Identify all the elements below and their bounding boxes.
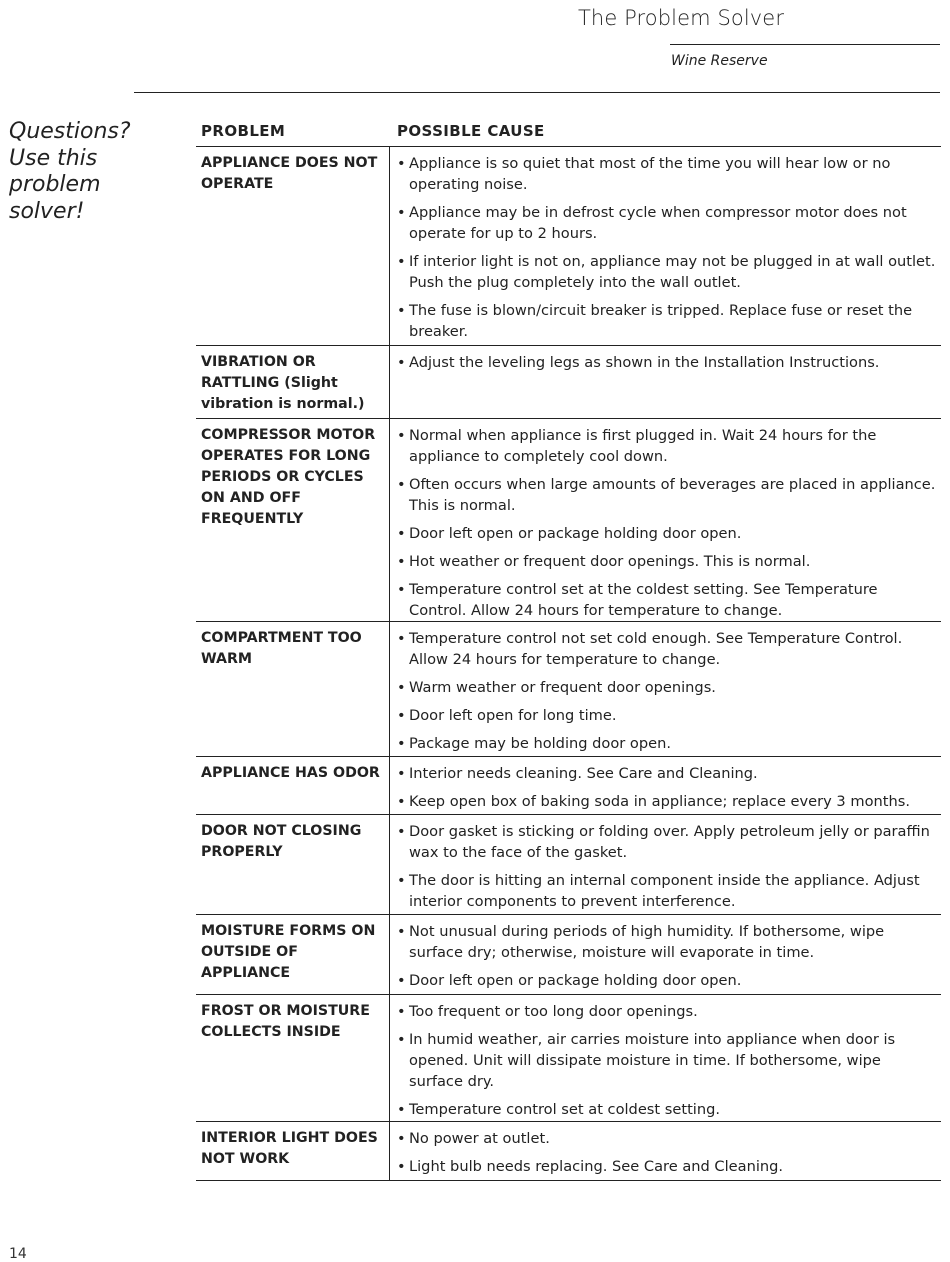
list-item: • Often occurs when large amounts of beverages are placed in appliance. This is normal. bbox=[397, 474, 939, 516]
cause-cell bbox=[390, 1122, 941, 1180]
list-item: • Door left open for long time. bbox=[397, 705, 939, 726]
problem-cell: INTERIOR LIGHT DOES NOT WORK bbox=[196, 1122, 390, 1180]
table-row bbox=[196, 346, 941, 419]
cause-cell bbox=[390, 915, 941, 994]
side-note: Questions? Use this problem solver! bbox=[9, 119, 131, 224]
list-item: • Package may be holding door open. bbox=[397, 733, 939, 754]
list-item: • Door gasket is sticking or folding over. Apply petroleum jelly or paraffin wax to the face of the gasket. bbox=[397, 821, 939, 863]
list-item: • Normal when appliance is first plugged in. Wait 24 hours for the appliance to completely cool down. bbox=[397, 425, 939, 467]
list-item: • Warm weather or frequent door openings. bbox=[397, 677, 939, 698]
table-row bbox=[196, 1122, 941, 1181]
cause-cell bbox=[390, 757, 941, 814]
problem-cell: DOOR NOT CLOSING PROPERLY bbox=[196, 815, 390, 914]
cause-cell bbox=[390, 815, 941, 914]
list-item: • Light bulb needs replacing. See Care and Cleaning. bbox=[397, 1156, 939, 1177]
table-row bbox=[196, 757, 941, 815]
list-item: • No power at outlet. bbox=[397, 1128, 939, 1149]
page-number: 14 bbox=[9, 1246, 27, 1262]
table-row bbox=[196, 995, 941, 1122]
problem-cell: MOISTURE FORMS ON OUTSIDE OF APPLIANCE bbox=[196, 915, 390, 994]
table-row bbox=[196, 622, 941, 757]
list-item: • Appliance is so quiet that most of the time you will hear low or no operating noise. bbox=[397, 153, 939, 195]
list-item: • Door left open or package holding door open. bbox=[397, 523, 939, 544]
list-item: • Temperature control set at coldest setting. bbox=[397, 1099, 939, 1120]
list-item: • In humid weather, air carries moisture into appliance when door is opened. Unit will dissipate moisture in time. If bothersome, wipe surface dry. bbox=[397, 1029, 939, 1092]
list-item: • Hot weather or frequent door openings. This is normal. bbox=[397, 551, 939, 572]
list-item: • The fuse is blown/circuit breaker is tripped. Replace fuse or reset the breaker. bbox=[397, 300, 939, 342]
problem-cell: COMPRESSOR MOTOR OPERATES FOR LONG PERIODS OR CYCLES ON AND OFF FREQUENTLY bbox=[196, 419, 390, 621]
problem-solver-table bbox=[196, 146, 941, 1181]
cause-cell bbox=[390, 346, 941, 418]
list-item: • Door left open or package holding door open. bbox=[397, 970, 939, 991]
list-item: • The door is hitting an internal component inside the appliance. Adjust interior components to prevent interference. bbox=[397, 870, 939, 912]
page-title: The Problem Solver bbox=[578, 6, 785, 30]
problem-cell: APPLIANCE DOES NOT OPERATE bbox=[196, 147, 390, 345]
list-item: • Temperature control not set cold enough. See Temperature Control. Allow 24 hours for temperature to change. bbox=[397, 628, 939, 670]
list-item: • Interior needs cleaning. See Care and Cleaning. bbox=[397, 763, 939, 784]
table-row bbox=[196, 915, 941, 995]
cause-cell bbox=[390, 419, 941, 621]
cause-cell bbox=[390, 147, 941, 345]
list-item: • Not unusual during periods of high humidity. If bothersome, wipe surface dry; otherwise, moisture will evaporate in time. bbox=[397, 921, 939, 963]
list-item: • If interior light is not on, appliance may not be plugged in at wall outlet. Push the plug completely into the wall outlet. bbox=[397, 251, 939, 293]
list-item: • Too frequent or too long door openings. bbox=[397, 1001, 939, 1022]
list-item: • Temperature control set at the coldest setting. See Temperature Control. Allow 24 hours for temperature to change. bbox=[397, 579, 939, 621]
cause-cell bbox=[390, 622, 941, 756]
list-item: • Keep open box of baking soda in appliance; replace every 3 months. bbox=[397, 791, 939, 812]
problem-cell: VIBRATION OR RATTLING (Slight vibration is normal.) bbox=[196, 346, 390, 418]
table-row bbox=[196, 815, 941, 915]
header-divider-long bbox=[134, 92, 940, 93]
header-divider-short bbox=[670, 44, 940, 45]
table-row bbox=[196, 147, 941, 346]
possible-cause-column-header: POSSIBLE CAUSE bbox=[397, 122, 545, 140]
problem-column-header: PROBLEM bbox=[201, 122, 286, 140]
page-subtitle: Wine Reserve bbox=[671, 53, 768, 69]
table-row bbox=[196, 419, 941, 622]
list-item: • Adjust the leveling legs as shown in the Installation Instructions. bbox=[397, 352, 939, 373]
problem-cell: APPLIANCE HAS ODOR bbox=[196, 757, 390, 814]
cause-cell bbox=[390, 995, 941, 1121]
list-item: • Appliance may be in defrost cycle when compressor motor does not operate for up to 2 hours. bbox=[397, 202, 939, 244]
problem-cell: COMPARTMENT TOO WARM bbox=[196, 622, 390, 756]
problem-cell: FROST OR MOISTURE COLLECTS INSIDE bbox=[196, 995, 390, 1121]
